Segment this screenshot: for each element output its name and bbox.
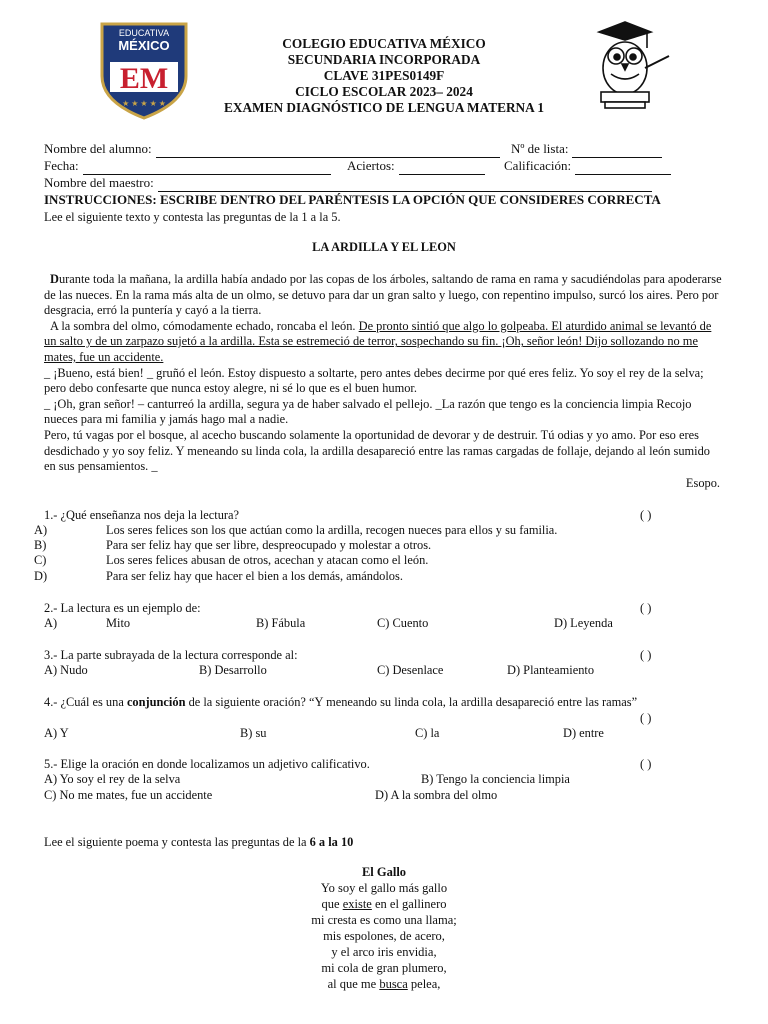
school-year: CICLO ESCOLAR 2023– 2024 bbox=[295, 84, 473, 99]
teacher-field[interactable] bbox=[44, 175, 652, 192]
q1-option-b-text: Para ser feliz hay que ser libre, despreocupado y molestar a otros. bbox=[106, 538, 432, 552]
q2-option-c: C) Cuento bbox=[377, 616, 429, 630]
story-paragraph-4: _ ¡Oh, gran señor! – canturreó la ardilla, segura ya de haber salvado el pellejo. _La razón que tengo es la conciencia limpia Recojo nueces para mi familia y jamás hago mal a nadie. bbox=[44, 396, 692, 427]
q4-option-a: A) Y bbox=[44, 726, 69, 740]
story-underlined-part: De pronto sintió que algo lo golpeaba. El aturdido animal se levantó de un salto y de un zarpazo sujetó a la ardilla. Esta se estremeció de terror, sospechando su fin. ¡Oh, señor león! Dijo sollozando no me mates, fue un accidente. bbox=[44, 318, 712, 364]
q5-option-c: C) No me mates, fue un accidente bbox=[44, 788, 213, 802]
teacher-label: Nombre del maestro: bbox=[44, 175, 154, 190]
q2-option-a-letter: A) bbox=[44, 616, 58, 630]
student-name-label: Nombre del alumno: bbox=[44, 141, 152, 156]
q1-option-d-letter: D) bbox=[34, 569, 48, 583]
student-name-line[interactable] bbox=[156, 141, 500, 158]
q2-question: 2.- La lectura es un ejemplo de: bbox=[44, 601, 201, 615]
teacher-line[interactable] bbox=[158, 175, 652, 192]
q1-option-b-letter: B) bbox=[34, 538, 47, 552]
reading-intro: Lee el siguiente texto y contesta las preguntas de la 1 a la 5. bbox=[44, 210, 341, 224]
poem-line-2-underlined: existe bbox=[342, 897, 372, 911]
poem bbox=[0, 864, 768, 992]
poem-line-6: mi cola de gran plumero, bbox=[321, 961, 447, 975]
q4-option-d: D) entre bbox=[563, 726, 604, 740]
poem-intro-text: Lee el siguiente poema y contesta las preguntas de la bbox=[44, 835, 310, 849]
school-code: CLAVE 31PES0149F bbox=[323, 68, 445, 83]
grade-field[interactable] bbox=[504, 158, 671, 175]
poem-line-1: Yo soy el gallo más gallo bbox=[320, 881, 448, 895]
date-label: Fecha: bbox=[44, 158, 79, 173]
q5-option-d: D) A la sombra del olmo bbox=[375, 788, 498, 802]
q1-option-c-text: Los seres felices abusan de otros, acechan y atacan como el león. bbox=[106, 553, 429, 567]
q1-option-d-text: Para ser feliz hay que hacer el bien a los demás, amándolos. bbox=[106, 569, 403, 583]
logo-stars-icon: ★ ★ ★ ★ ★ bbox=[122, 99, 166, 108]
poem-line-4: mis espolones, de acero, bbox=[323, 929, 445, 943]
poem-line-7-underlined: busca bbox=[379, 977, 408, 991]
q5-option-a: A) Yo soy el rey de la selva bbox=[44, 772, 181, 786]
story-paragraph-5: Pero, tú vagas por el bosque, al acecho buscando solamente la oportunidad de devorar y de destruir. Tú odias y yo amo. Por eso eres desdichado y yo soy feliz. Y meneando su linda cola, la ardilla desapareció entre las ramas cargadas de follaje, dejando al león sumido en sus pensamientos. _ bbox=[44, 427, 710, 474]
q4-answer-box[interactable]: ( ) bbox=[640, 711, 652, 725]
hits-field[interactable] bbox=[347, 158, 485, 175]
poem-line-2-a: que bbox=[321, 897, 343, 911]
date-line[interactable] bbox=[83, 158, 331, 175]
poem-line-5: y el arco iris envidia, bbox=[331, 945, 437, 959]
logo-text-mid: MÉXICO bbox=[118, 38, 170, 53]
school-type: SECUNDARIA INCORPORADA bbox=[287, 52, 481, 67]
hits-label: Aciertos: bbox=[347, 158, 395, 173]
q4-question-suffix: de la siguiente oración? “Y meneando su linda cola, la ardilla desapareció entre las ramas” bbox=[185, 695, 638, 709]
q3-question: 3.- La parte subrayada de la lectura corresponde al: bbox=[44, 648, 298, 662]
poem-title: El Gallo bbox=[361, 865, 407, 879]
q4-question bbox=[44, 695, 637, 710]
q1-option-a-text: Los seres felices son los que actúan como la ardilla, recogen nueces para ellos y su familia. bbox=[106, 523, 558, 537]
story-author: Esopo. bbox=[685, 476, 720, 490]
story-title: LA ARDILLA Y EL LEON bbox=[312, 240, 456, 254]
q3-option-a: A) Nudo bbox=[44, 663, 88, 677]
q4-option-b: B) su bbox=[240, 726, 267, 740]
hits-line[interactable] bbox=[399, 158, 485, 175]
grade-label: Calificación: bbox=[504, 158, 572, 173]
list-number-label: Nº de lista: bbox=[511, 141, 569, 156]
q5-question: 5.- Elige la oración en donde localizamos un adjetivo calificativo. bbox=[44, 757, 370, 771]
exam-header bbox=[0, 36, 768, 116]
q2-answer-box[interactable]: ( ) bbox=[640, 601, 652, 615]
date-field[interactable] bbox=[44, 158, 331, 175]
logo-text-top: EDUCATIVA bbox=[118, 28, 170, 38]
poem-intro bbox=[44, 835, 353, 850]
grade-line[interactable] bbox=[575, 158, 671, 175]
exam-title: EXAMEN DIAGNÓSTICO DE LENGUA MATERNA 1 bbox=[223, 100, 545, 115]
story-text bbox=[44, 272, 724, 475]
instructions: INSTRUCCIONES: ESCRIBE DENTRO DEL PARÉNTESIS LA OPCIÓN QUE CONSIDERES CORRECTA bbox=[44, 192, 661, 207]
list-number-line[interactable] bbox=[572, 141, 662, 158]
story-paragraph-3: _ ¡Bueno, está bien! _ gruñó el león. Estoy dispuesto a soltarte, pero antes debes decirme por qué eres feliz. Yo soy el rey de la selva; pero debo confesarte que nunca estoy alegre, ni sé lo que es el buen humor. bbox=[44, 365, 704, 396]
q1-answer-box[interactable]: ( ) bbox=[640, 508, 652, 522]
q5-option-b: B) Tengo la conciencia limpia bbox=[421, 772, 570, 786]
q5-answer-box[interactable]: ( ) bbox=[640, 757, 652, 771]
story-paragraph-1: urante toda la mañana, la ardilla había andado por las copas de los árboles, saltando de rama en rama y sacudiéndolas para apoderarse de las nueces. En la rama más alta de un olmo, se detuvo para dar un gran salto y luego, con repentino impulso, surcó los aires. Pero por desgracia, erró la puntería y cayó a la tierra. bbox=[44, 272, 722, 318]
poem-line-3: mi cresta es como una llama; bbox=[311, 913, 457, 927]
q3-option-b: B) Desarrollo bbox=[199, 663, 267, 677]
school-name: COLEGIO EDUCATIVA MÉXICO bbox=[282, 36, 486, 51]
poem-line-7-b: pelea, bbox=[407, 977, 441, 991]
story-paragraph-2-plain: A la sombra del olmo, cómodamente echado, roncaba el león. bbox=[50, 318, 359, 333]
q4-option-c: C) la bbox=[415, 726, 440, 740]
q4-question-prefix: 4.- ¿Cuál es una bbox=[44, 695, 127, 709]
poem-intro-range: 6 a la 10 bbox=[309, 835, 354, 849]
poem-line-2-b: en el gallinero bbox=[371, 897, 447, 911]
q3-option-d: D) Planteamiento bbox=[507, 663, 595, 677]
q1-option-c-letter: C) bbox=[34, 553, 47, 567]
q2-option-d: D) Leyenda bbox=[554, 616, 613, 630]
poem-line-7-a: al que me bbox=[327, 977, 380, 991]
q1-option-a-letter: A) bbox=[34, 523, 48, 537]
q4-question-keyword: conjunción bbox=[126, 695, 186, 709]
poem-line-7 bbox=[0, 976, 768, 992]
q2-option-b: B) Fábula bbox=[256, 616, 306, 630]
student-name-field[interactable] bbox=[44, 141, 500, 158]
drop-letter: D bbox=[50, 272, 59, 286]
logo-monogram: EM bbox=[119, 62, 169, 95]
poem-line-2 bbox=[0, 896, 768, 912]
q2-option-a-text: Mito bbox=[106, 616, 131, 630]
q3-answer-box[interactable]: ( ) bbox=[640, 648, 652, 662]
q3-option-c: C) Desenlace bbox=[377, 663, 444, 677]
q1-question: 1.- ¿Qué enseñanza nos deja la lectura? bbox=[44, 508, 240, 522]
list-number-field[interactable] bbox=[511, 141, 662, 158]
